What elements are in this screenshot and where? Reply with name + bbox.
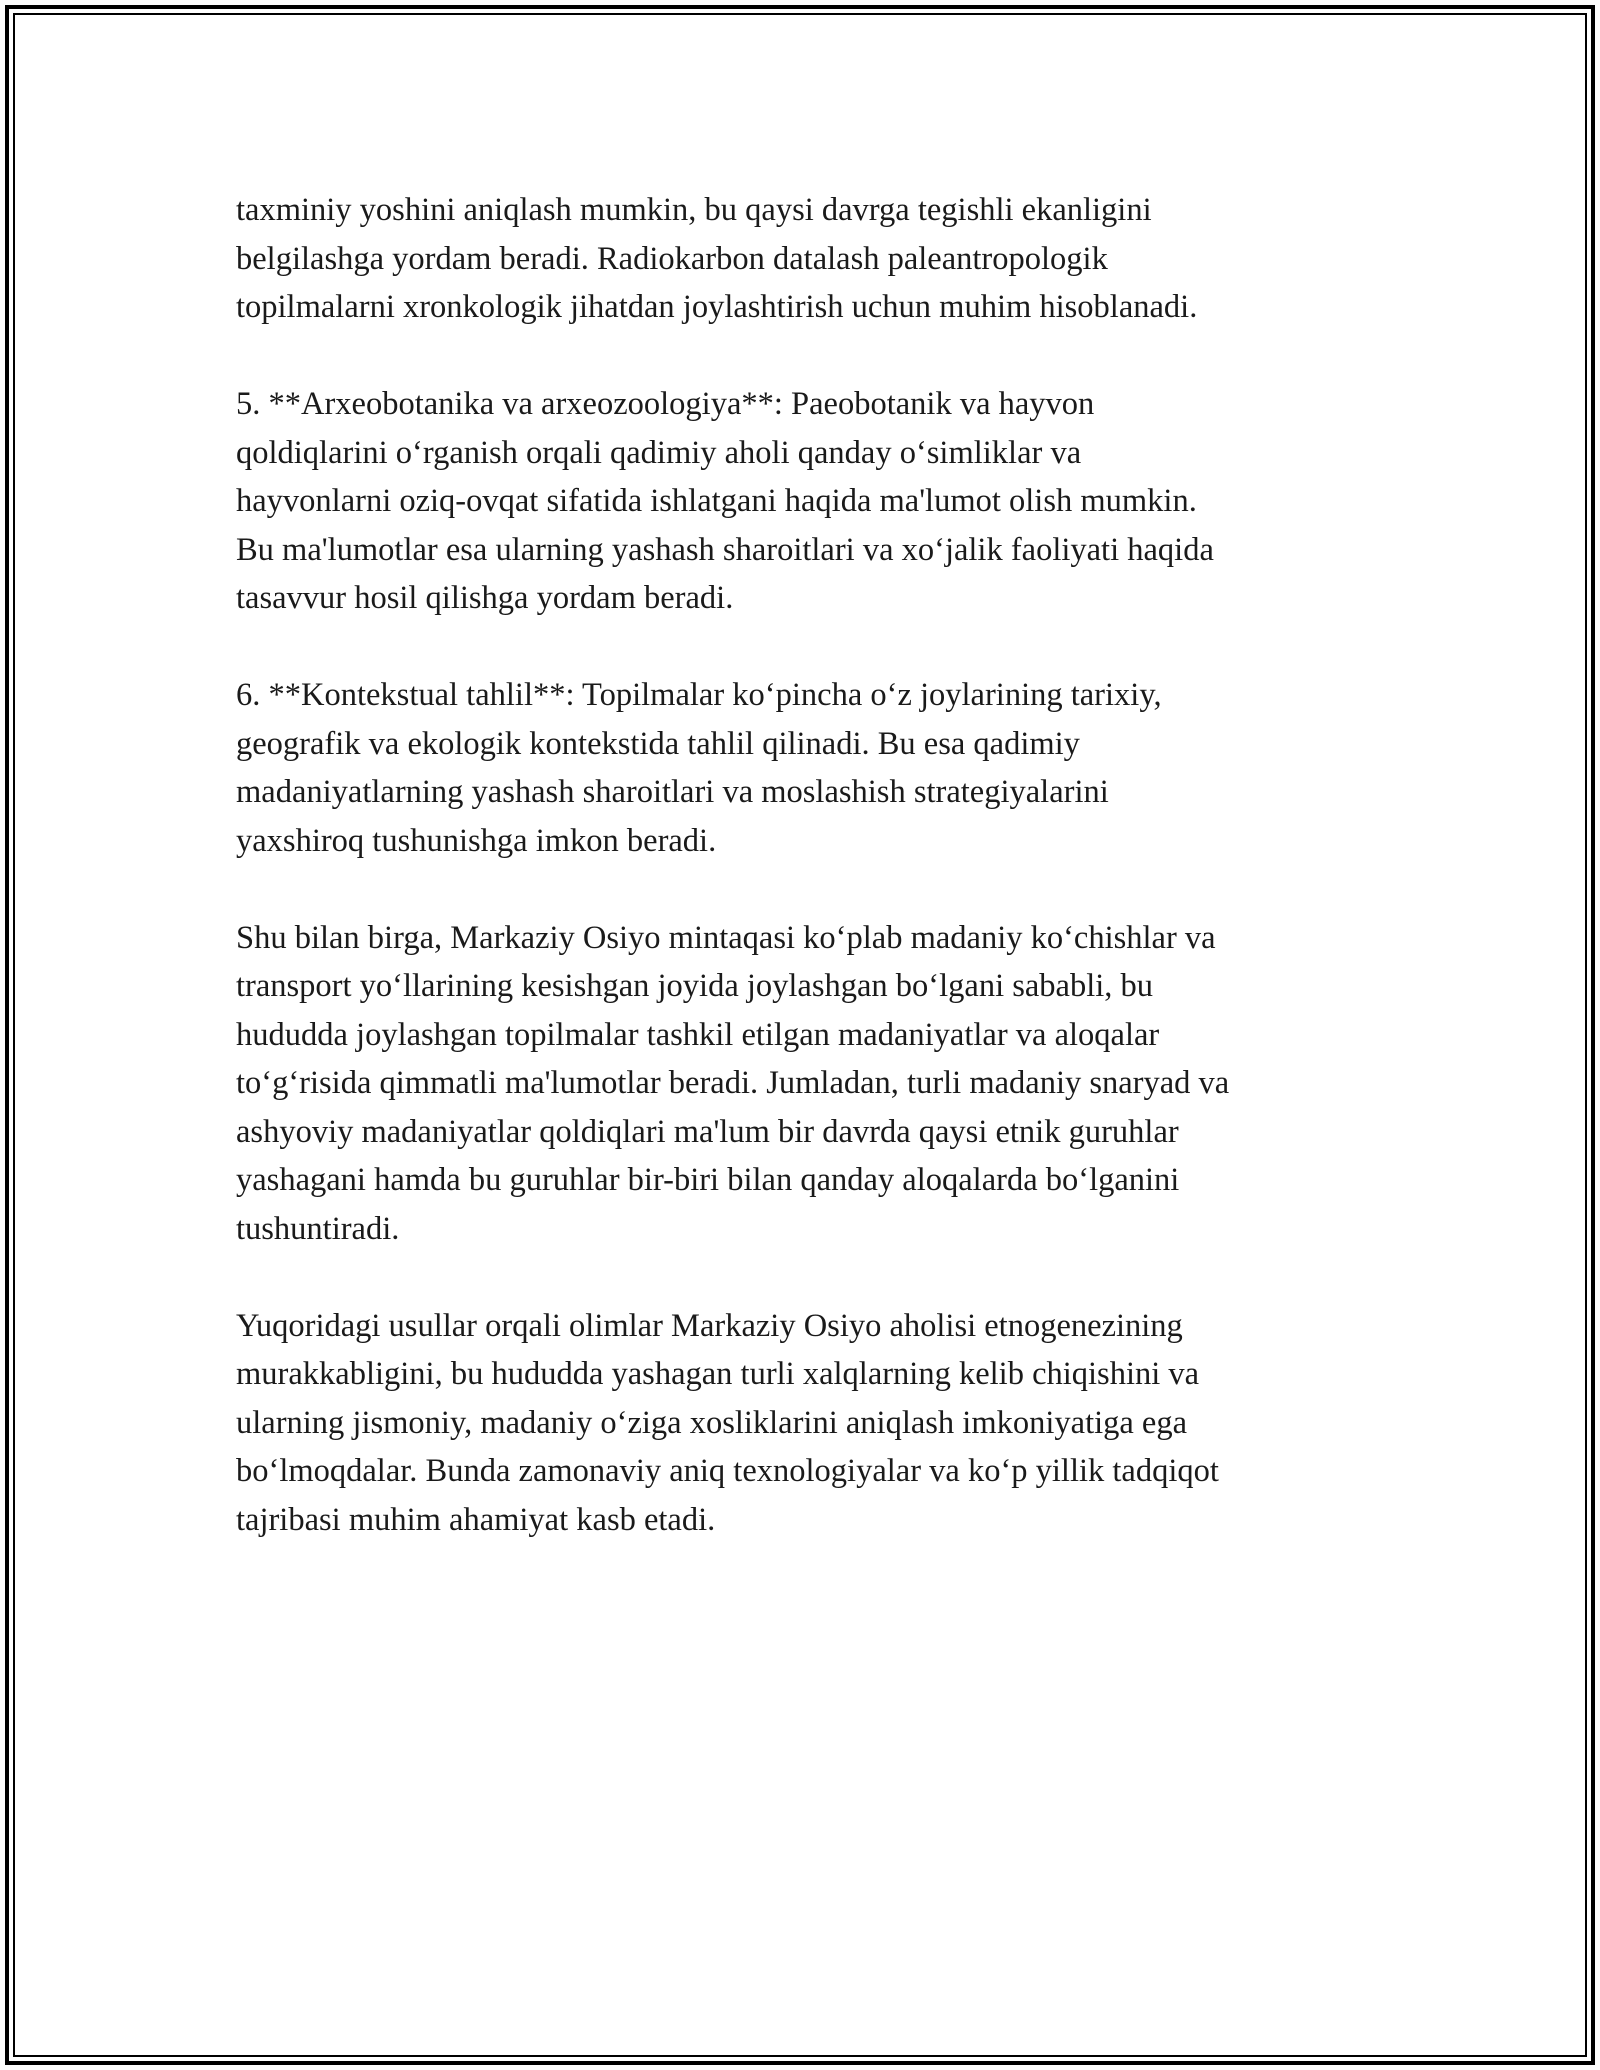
text-line: transport yo‘llarining kesishgan joyida joylashgan bo‘lgani sababli, bu	[236, 968, 1154, 1004]
text-line: topilmalarni xronkologik jihatdan joylashtirish uchun muhim hisoblanadi.	[236, 289, 1198, 325]
text-line: to‘g‘risida qimmatli ma'lumotlar beradi. Jumladan, turli madaniy snaryad va	[236, 1065, 1230, 1101]
text-line: taxminiy yoshini aniqlash mumkin, bu qaysi davrga tegishli ekanligini	[236, 192, 1152, 228]
text-line: tushuntiradi.	[236, 1210, 400, 1247]
text-line: geografik va ekologik kontekstida tahlil qilinadi. Bu esa qadimiy	[236, 725, 1080, 762]
text-line: 5. **Arxeobotanika va arxeozoologiya**: Paeobotanik va hayvon	[236, 386, 1095, 422]
text-line: ularning jismoniy, madaniy o‘ziga xosliklarini aniqlash imkoniyatiga ega	[236, 1404, 1188, 1441]
paragraph-radiocarbon	[236, 186, 1406, 332]
text-line: 6. **Kontekstual tahlil**: Topilmalar ko‘pincha o‘z joylarining tarixiy,	[236, 677, 1162, 713]
text-line: Yuqoridagi usullar orqali olimlar Markaziy Osiyo aholisi etnogenezining	[236, 1307, 1183, 1344]
text-line: tajribasi muhim ahamiyat kasb etadi.	[236, 1501, 716, 1538]
document-body	[236, 186, 1406, 1593]
text-line: belgilashga yordam beradi. Radiokarbon datalash paleantropologik	[236, 240, 1108, 277]
text-line: qoldiqlarini o‘rganish orqali qadimiy aholi qanday o‘simliklar va	[236, 434, 1082, 471]
text-line: hududda joylashgan topilmalar tashkil etilgan madaniyatlar va aloqalar	[236, 1016, 1160, 1053]
paragraph-conclusion	[236, 1302, 1406, 1545]
text-line: yaxshiroq tushunishga imkon beradi.	[236, 822, 717, 859]
text-line: bo‘lmoqdalar. Bunda zamonaviy aniq texnologiyalar va ko‘p yillik tadqiqot	[236, 1453, 1219, 1489]
text-line: Bu ma'lumotlar esa ularning yashash sharoitlari va xo‘jalik faoliyati haqida	[236, 531, 1214, 568]
text-line: yashagani hamda bu guruhlar bir-biri bilan qanday aloqalarda bo‘lganini	[236, 1162, 1180, 1198]
text-line: Shu bilan birga, Markaziy Osiyo mintaqasi ko‘plab madaniy ko‘chishlar va	[236, 919, 1216, 956]
paragraph-central-asia	[236, 914, 1406, 1254]
text-line: madaniyatlarning yashash sharoitlari va moslashish strategiyalarini	[236, 774, 1109, 810]
paragraph-contextual-analysis	[236, 671, 1406, 865]
text-line: ashyoviy madaniyatlar qoldiqlari ma'lum bir davrda qaysi etnik guruhlar	[236, 1113, 1179, 1150]
text-line: murakkabligini, bu hududda yashagan turli xalqlarning kelib chiqishini va	[236, 1356, 1200, 1392]
text-line: tasavvur hosil qilishga yordam beradi.	[236, 580, 734, 616]
paragraph-archaeobotany	[236, 380, 1406, 623]
text-line: hayvonlarni oziq-ovqat sifatida ishlatgani haqida ma'lumot olish mumkin.	[236, 483, 1197, 519]
